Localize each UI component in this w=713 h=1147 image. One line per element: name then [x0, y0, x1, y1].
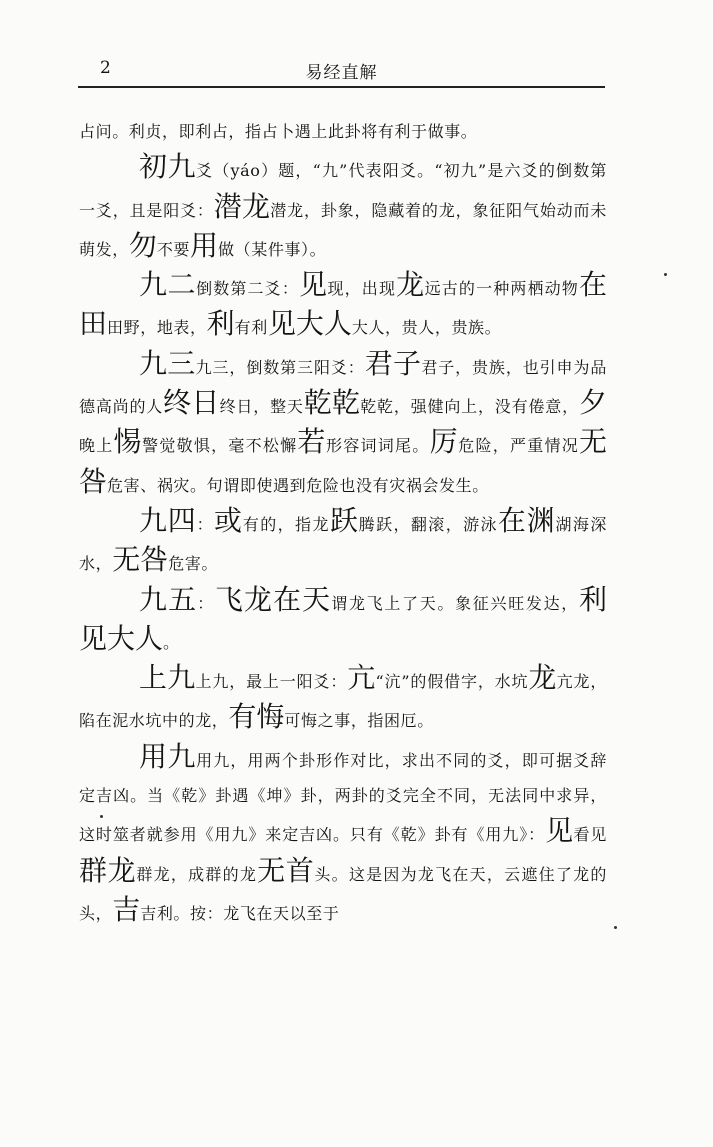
paragraph	[79, 149, 607, 267]
gloss-text: 占问。利贞，即利占，指占卜遇上此卦将有利于做事。	[79, 122, 478, 141]
paragraph	[79, 503, 607, 582]
gloss-text: 。	[163, 632, 180, 652]
gloss-text: 亢龙，陷在泥水坑中的龙，	[79, 672, 607, 731]
headword: 有悔	[228, 700, 285, 734]
headword: 利	[206, 307, 235, 341]
gloss-text: 用九，用两个卦形作对比，求出不同的爻，即可据爻辞定吉凶。当《乾》卦遇《坤》卦，两卦的爻完全不同，无法同中求异，这时筮者就参用《用九》来定吉凶。只有《乾》卦有《用九》：	[79, 750, 607, 845]
headword: 利见大人	[79, 582, 607, 655]
headword: 惕	[113, 425, 143, 459]
gloss-text: 危害。	[168, 554, 219, 574]
gloss-text: 有的，指龙	[242, 514, 330, 534]
gloss-text: ：	[196, 514, 215, 534]
gloss-text: 九三，倒数第三阳爻：	[195, 357, 365, 377]
headword: 君子	[364, 346, 422, 380]
print-speck	[664, 273, 667, 276]
headword: 九三	[139, 346, 196, 380]
gloss-text: 远古的一种两栖动物	[424, 279, 579, 299]
gloss-text: 田野，地表，	[107, 318, 207, 338]
gloss-text: 终日，整天	[219, 397, 304, 417]
headword: 在田	[79, 268, 607, 341]
headword: 初九	[139, 150, 197, 184]
gloss-text: 危害、祸灾。句谓即使遇到危险也没有灾祸会发生。	[107, 475, 489, 495]
gloss-text: 看见	[573, 825, 607, 845]
paragraph	[79, 346, 607, 503]
headword: 乾乾	[303, 386, 361, 420]
headword: 九四	[139, 503, 197, 537]
print-speck	[614, 926, 617, 929]
gloss-text: 有利	[234, 318, 268, 338]
gloss-text: 不要	[156, 239, 191, 259]
page-number: 2	[100, 58, 111, 78]
gloss-text: 危险，严重情况	[458, 436, 579, 456]
page-body	[79, 114, 607, 931]
gloss-text: 上九，最上一阳爻：	[195, 672, 348, 692]
page-header	[78, 52, 605, 88]
gloss-text: 做（某件事）。	[218, 239, 327, 259]
gloss-text: 潜龙，卦象，隐藏着的龙，象征阳气始动而未萌发，	[79, 200, 607, 259]
headword: 龙	[396, 268, 425, 302]
headword: 勿	[128, 228, 157, 262]
headword: 在渊	[497, 503, 556, 537]
gloss-text: 群龙，成群的龙	[136, 864, 258, 884]
headword: 九五	[139, 582, 198, 616]
headword: 吉	[112, 892, 141, 926]
paragraph	[79, 739, 607, 931]
headword: 夕	[578, 386, 607, 420]
headword: 终日	[163, 386, 220, 420]
paragraph	[79, 267, 607, 346]
gloss-text: 君子，贵族，也引申为品德高尚的人	[79, 357, 607, 417]
headword: 厉	[429, 425, 459, 459]
headword: 九二	[139, 268, 197, 302]
gloss-text: 晚上	[79, 436, 114, 456]
headword: 飞龙在天	[214, 582, 332, 616]
headword: 若	[297, 425, 327, 459]
headword: 群龙	[79, 853, 137, 887]
running-title: 易经直解	[305, 63, 378, 83]
headword: 上九	[139, 661, 196, 695]
headword: 龙	[528, 661, 557, 695]
paragraph	[79, 114, 607, 149]
headword: 见	[298, 268, 328, 302]
gloss-text: 爻（yáo）题，“九”代表阳爻。“初九”是六爻的倒数第一爻，且是阳爻：	[79, 161, 607, 220]
gloss-text: 腾跃，翻滚，游泳	[358, 514, 498, 534]
headword: 无咎	[79, 425, 607, 498]
paragraph	[79, 660, 607, 739]
headword: 无咎	[112, 543, 169, 577]
print-speck	[100, 815, 103, 818]
gloss-text: 谓龙飞上了天。象征兴旺发达，	[331, 593, 579, 613]
headword: 见大人	[267, 307, 352, 341]
gloss-text: 倒数第二爻：	[196, 279, 299, 299]
gloss-text: 湖海深水，	[79, 514, 607, 574]
gloss-text: 乾乾，强健向上，没有倦意，	[360, 397, 579, 417]
gloss-text: 形容词词尾。	[326, 436, 430, 456]
gloss-text: 现，出现	[327, 279, 397, 299]
headword: 跃	[329, 503, 359, 537]
gloss-text: 警觉敬惧，毫不松懈	[142, 436, 298, 456]
headword: 见	[545, 814, 574, 848]
gloss-text: 头。这是因为龙飞在天，云遮住了龙的头，	[79, 864, 607, 923]
gloss-text: 吉利。按：龙飞在天以至于	[140, 903, 340, 923]
headword: 用	[190, 228, 219, 262]
headword: 亢	[347, 661, 376, 695]
headword: 无首	[257, 853, 315, 887]
gloss-text: “沆”的假借字，水坑	[375, 672, 529, 692]
gloss-text: 可悔之事，指困厄。	[284, 711, 434, 731]
gloss-text: ：	[197, 593, 215, 613]
headword: 潜龙	[213, 189, 271, 223]
paragraph	[79, 582, 607, 661]
gloss-text: 大人，贵人，贵族。	[351, 318, 502, 338]
headword: 用九	[139, 739, 197, 773]
headword: 或	[214, 503, 243, 537]
